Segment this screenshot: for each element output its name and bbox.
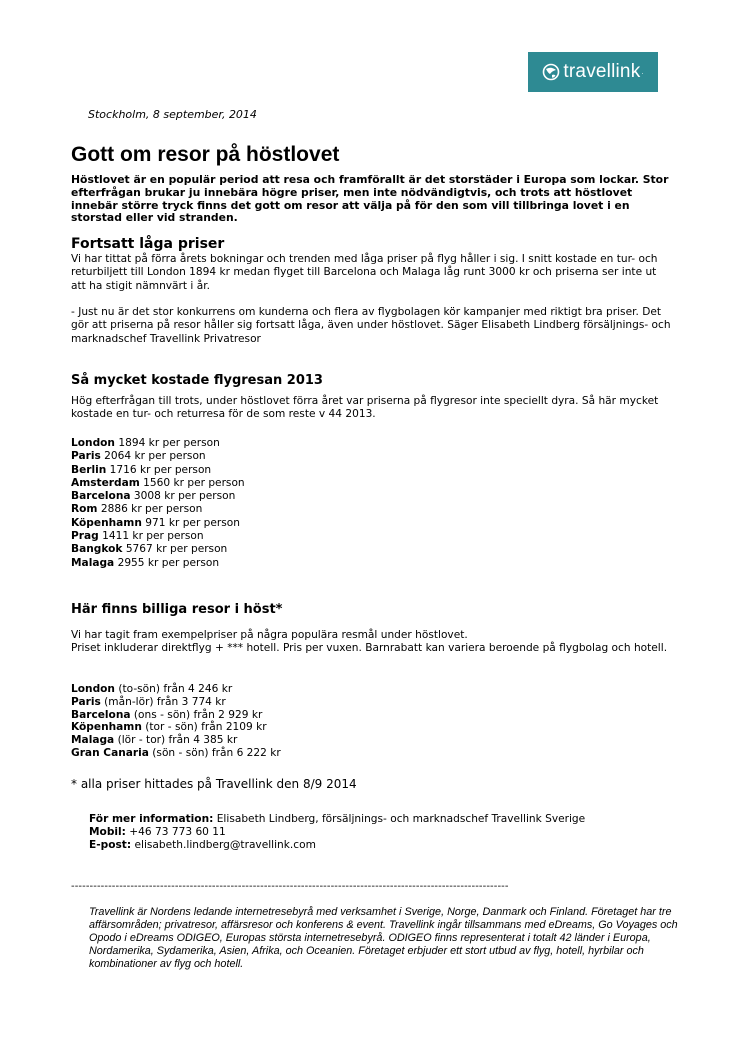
package-detail: (ons - sön) från 2 929 kr — [133, 708, 263, 721]
logo-mark: . — [641, 68, 644, 76]
email-label: E-post: — [89, 838, 132, 851]
price: 2064 kr per person — [104, 450, 206, 463]
city-name: Barcelona — [71, 708, 131, 721]
city-name: Paris — [71, 450, 101, 463]
list-item — [71, 517, 245, 530]
lead-paragraph: Höstlovet är en populär period att resa och framförallt är det storstäder i Europa som lockar. Stor efterfrågan brukar ju innebära högre priser, men inte nödvändigtvis, och trots att höstlovet innebär större tryck finns det gott om resor att välja på för den som vill tillbringa lovet i en storstad eller vid stranden. — [71, 173, 669, 225]
city-name: Berlin — [71, 463, 107, 476]
logo-text: travellink — [563, 61, 641, 82]
price: 3008 kr per person — [133, 490, 236, 503]
city-name: Gran Canaria — [71, 746, 149, 759]
city-name: Rom — [71, 503, 98, 516]
list-item — [71, 747, 281, 760]
section-heading-cheap-trips: Här finns billiga resor i höst* — [71, 602, 283, 617]
package-price-list — [71, 683, 281, 760]
list-item — [71, 437, 245, 450]
section1-paragraph-1: Vi har tittat på förra årets bokningar och trenden med låga priser på flyg håller i sig. I snitt kostade en tur- och returbiljett till London 1894 kr medan flyget till Barcelona och Malaga låg runt 3000 kr och priserna ser inte ut att ha stigit nämnvärt i år. — [71, 253, 658, 292]
city-name: Malaga — [71, 556, 115, 569]
info-label: För mer information: — [89, 813, 214, 825]
list-item — [71, 557, 245, 570]
package-detail: (sön - sön) från 6 222 kr — [152, 746, 281, 759]
city-name: Amsterdam — [71, 476, 140, 489]
list-item — [71, 490, 245, 503]
list-item — [71, 709, 281, 722]
section3-paragraph-line-1: Vi har tagit fram exempelpriser på några populära resmål under höstlovet. — [71, 629, 468, 641]
package-detail: (lör - tor) från 4 385 kr — [117, 734, 238, 747]
price: 1560 kr per person — [143, 476, 245, 489]
list-item — [71, 734, 281, 747]
section-heading-flight-costs-2013: Så mycket kostade flygresan 2013 — [71, 373, 323, 388]
section3-paragraph-line-2: Priset inkluderar direktflyg + *** hotell. Pris per vuxen. Barnrabatt kan variera beroende på flygbolag och hotell. — [71, 641, 668, 654]
dateline: Stockholm, 8 september, 2014 — [88, 108, 257, 121]
price: 2955 kr per person — [117, 556, 220, 569]
section1-paragraph-2: - Just nu är det stor konkurrens om kunderna och flera av flygbolagen kör kampanjer med riktigt bra priser. Det gör att priserna på resor håller sig fortsatt låga, även under höstlovet. Säger Elisabeth Lindberg försäljnings- och marknadschef Travellink Privatresor — [71, 306, 671, 345]
package-detail: (to-sön) från 4 246 kr — [118, 683, 233, 695]
mobile-label: Mobil: — [89, 825, 126, 838]
list-item — [71, 683, 281, 696]
section2-paragraph: Hög efterfrågan till trots, under höstlovet förra året var priserna på flygresor inte speciellt dyra. Så här mycket kostade en tur- och returresa för de som reste v 44 2013. — [71, 395, 659, 421]
contact-block — [89, 813, 585, 851]
section-heading-low-prices: Fortsatt låga priser — [71, 236, 225, 252]
city-name: Köpenhamn — [71, 516, 142, 529]
contact-info-row — [89, 813, 585, 826]
price: 971 kr per person — [145, 516, 240, 529]
price-footnote: * alla priser hittades på Travellink den 8/9 2014 — [71, 777, 357, 791]
list-item — [71, 696, 281, 709]
page-title: Gott om resor på höstlovet — [71, 143, 340, 166]
list-item — [71, 450, 245, 463]
email-value: elisabeth.lindberg@travellink.com — [134, 838, 316, 851]
contact-mobile-row — [89, 826, 585, 839]
city-name: London — [71, 437, 115, 449]
package-detail: (mån-lör) från 3 774 kr — [104, 695, 226, 708]
globe-icon — [542, 63, 560, 81]
city-name: Prag — [71, 530, 99, 543]
company-boilerplate: Travellink är Nordens ledande internetresebyrå med verksamhet i Sverige, Norge, Danmark och Finland. Företaget har tre affärsområden; privatresor, affärsresor och konferens & event. Travellink ingår tillsammans med eDreams, Go Voyages och Opodo i eDreams ODIGEO, Europas största internetresebyrå. ODIGEO finns representerat i totalt 42 länder i Europa, Nordamerika, Sydamerika, Asien, Afrika, och Oceanien. Företaget erbjuder ett stort utbud av flyg, hotell, hyrbilar och kombinationer av flyg och hotell. — [89, 906, 678, 970]
info-value: Elisabeth Lindberg, försäljnings- och marknadschef Travellink Sverige — [216, 813, 586, 825]
flight-price-list — [71, 437, 245, 570]
list-item — [71, 721, 281, 734]
city-name: London — [71, 683, 115, 695]
dashed-divider: ---------------------------------------------------------------------------------------------------------------------- — [71, 881, 509, 892]
list-item — [71, 530, 245, 543]
price: 5767 kr per person — [125, 543, 228, 556]
list-item — [71, 477, 245, 490]
list-item — [71, 503, 245, 516]
package-detail: (tor - sön) från 2109 kr — [145, 721, 267, 734]
contact-email-row — [89, 839, 585, 852]
city-name: Bangkok — [71, 543, 123, 556]
city-name: Paris — [71, 695, 101, 708]
section3-paragraph — [71, 629, 671, 655]
mobile-value: +46 73 773 60 11 — [129, 825, 226, 838]
price: 1894 kr per person — [118, 437, 220, 449]
price: 2886 kr per person — [100, 503, 203, 516]
list-item — [71, 543, 245, 556]
city-name: Köpenhamn — [71, 721, 142, 734]
price: 1716 kr per person — [109, 463, 212, 476]
city-name: Barcelona — [71, 490, 131, 503]
travellink-logo — [528, 52, 658, 92]
city-name: Malaga — [71, 734, 115, 747]
list-item — [71, 464, 245, 477]
price: 1411 kr per person — [102, 530, 204, 543]
